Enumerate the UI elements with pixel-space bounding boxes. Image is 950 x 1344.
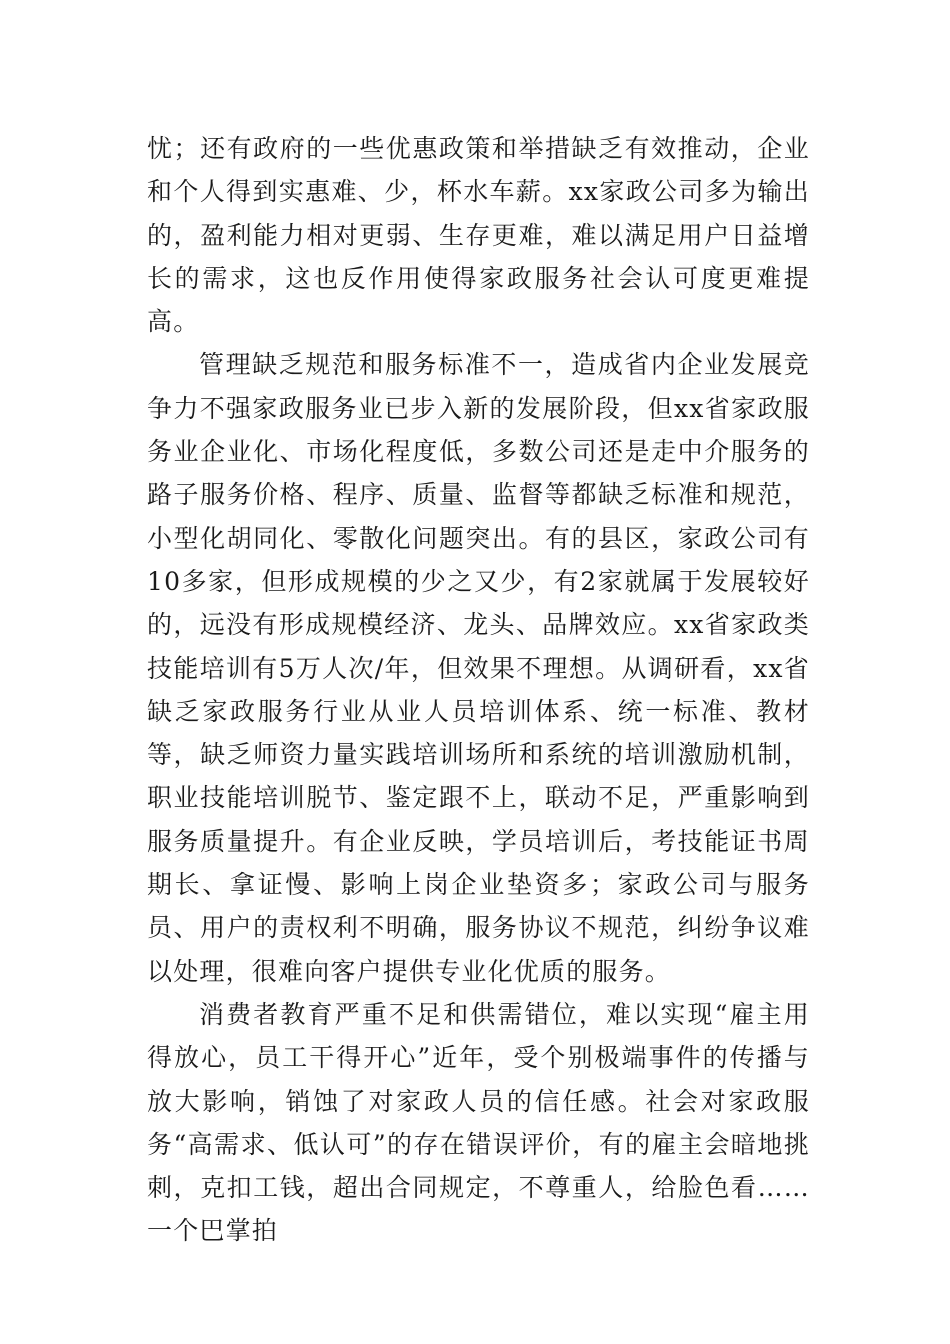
paragraph-2: 管理缺乏规范和服务标准不一，造成省内企业发展竞争力不强家政服务业已步入新的发展阶段，但xx省家政服务业企业化、市场化程度低，多数公司还是走中介服务的路子服务价格、程序、质量、监督等都缺乏标准和规范，小型化胡同化、零散化问题突出。有的县区，家政公司有10多家，但形成规模的少之又少，有2家就属于发展较好的，远没有形成规模经济、龙头、品牌效应。xx省家政类技能培训有5万人次/年，但效果不理想。从调研看，xx省缺乏家政服务行业从业人员培训体系、统一标准、教材等，缺乏师资力量实践培训场所和系统的培训激励机制，职业技能培训脱节、鉴定跟不上，联动不足，严重影响到服务质量提升。有企业反映，学员培训后，考技能证书周期长、拿证慢、影响上岗企业垫资多；家政公司与服务员、用户的责权利不明确，服务协议不规范，纠纷争议难以处理，很难向客户提供专业化优质的服务。	[147, 350, 810, 986]
paragraph-3: 消费者教育严重不足和供需错位，难以实现“雇主用得放心，员工干得开心”近年，受个别极端事件的传播与放大影响，销蚀了对家政人员的信任感。社会对家政服务“高需求、低认可”的存在错误评价，有的雇主会暗地挑刺，克扣工钱，超出合同规定，不尊重人，给脸色看……一个巴掌拍	[147, 999, 810, 1246]
paragraph-1: 忧；还有政府的一些优惠政策和举措缺乏有效推动，企业和个人得到实惠难、少，杯水车薪。xx家政公司多为输出的，盈利能力相对更弱、生存更难，难以满足用户日益增长的需求，这也反作用使得家政服务社会认可度更难提高。	[147, 134, 810, 337]
document-body	[147, 127, 810, 1253]
